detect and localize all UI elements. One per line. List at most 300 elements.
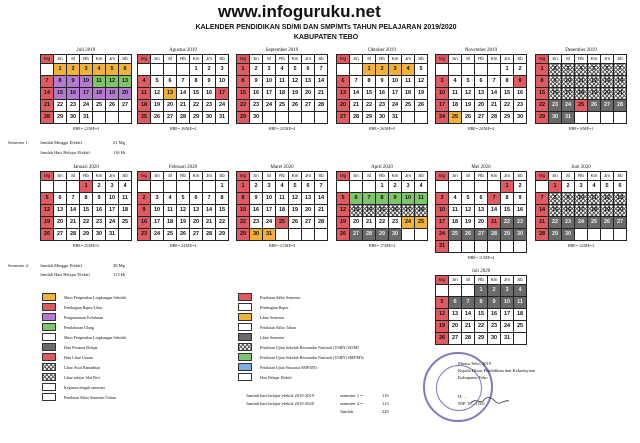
month-calendar [40, 164, 132, 248]
sign-name: H. ... [458, 394, 467, 399]
calendar-day: 29 [536, 112, 549, 124]
calendar-day: 9 [376, 76, 389, 88]
empty-day-cell [177, 64, 190, 76]
calendar-day: 7 [315, 181, 328, 193]
calendar-day: 8 [501, 76, 514, 88]
calendar-day: 7 [462, 297, 475, 309]
legend-item [42, 372, 126, 382]
calendar-day: 10 [562, 76, 575, 88]
calendar-day: 7 [67, 193, 80, 205]
month-effective-days: HBE= 11/ME=4 [467, 255, 495, 260]
legend-left [42, 292, 126, 402]
legend-swatch [42, 383, 56, 391]
weekday-header: Mg [237, 172, 250, 181]
weekday-header: Sb [315, 55, 328, 64]
calendar-day: 27 [302, 100, 315, 112]
calendar-day: 14 [488, 205, 501, 217]
calendar-day: 12 [415, 76, 428, 88]
legend-swatch [238, 303, 252, 311]
month-day-grid [435, 54, 527, 124]
empty-day-cell [350, 64, 363, 76]
calendar-day: 13 [601, 76, 614, 88]
weekday-header: Sn [54, 172, 67, 181]
calendar-day: 23 [138, 229, 151, 241]
calendar-day: 16 [93, 205, 106, 217]
calendar-day: 21 [315, 205, 328, 217]
calendar-day: 12 [436, 309, 449, 321]
calendar-day: 6 [164, 76, 177, 88]
calendar-day: 12 [601, 193, 614, 205]
legend-label: Libur sekitar Idul Fitri [64, 374, 100, 380]
weekday-header: Jm [302, 172, 315, 181]
weekday-header: Sb [119, 55, 132, 64]
calendar-day: 16 [203, 88, 216, 100]
calendar-day: 11 [119, 193, 132, 205]
calendar-day: 8 [216, 193, 229, 205]
calendar-day: 7 [350, 76, 363, 88]
calendar-day: 9 [138, 205, 151, 217]
calendar-day: 27 [449, 333, 462, 345]
calendar-day: 28 [462, 333, 475, 345]
month-title: Desember 2019 [565, 48, 597, 53]
legend-swatch [238, 353, 252, 361]
month-day-grid [435, 171, 527, 253]
calendar-day: 4 [575, 64, 588, 76]
empty-day-cell [106, 112, 119, 124]
calendar-day: 13 [614, 193, 627, 205]
calendar-day: 5 [41, 193, 54, 205]
calendar-day: 13 [449, 309, 462, 321]
calendar-day: 23 [376, 100, 389, 112]
calendar-day: 1 [237, 181, 250, 193]
empty-day-cell [488, 181, 501, 193]
month-title: September 2019 [265, 48, 299, 53]
calendar-day: 7 [363, 193, 376, 205]
calendar-day: 30 [488, 333, 501, 345]
weekday-header: Sl [562, 55, 575, 64]
weekday-header: Rb [376, 172, 389, 181]
calendar-day: 28 [67, 229, 80, 241]
calendar-day: 9 [389, 193, 402, 205]
weekday-header: Sn [449, 55, 462, 64]
calendar-day: 8 [363, 76, 376, 88]
calendar-day: 25 [93, 100, 106, 112]
calendar-day: 18 [93, 88, 106, 100]
calendar-day: 13 [337, 88, 350, 100]
calendar-day: 21 [488, 217, 501, 229]
calendar-subtitle: KABUPATEN TEBO [293, 34, 359, 41]
month-calendar [236, 164, 328, 248]
legend-label: Libur Semester [260, 334, 285, 340]
weekday-header: Km [488, 276, 501, 285]
calendar-day: 30 [250, 112, 263, 124]
weekday-header: Mg [436, 276, 449, 285]
calendar-day: 24 [402, 217, 415, 229]
weekday-header: Sn [449, 276, 462, 285]
calendar-day: 10 [263, 76, 276, 88]
calendar-day: 20 [54, 217, 67, 229]
weekday-header: Sn [250, 172, 263, 181]
empty-day-cell [536, 181, 549, 193]
calendar-day: 18 [514, 309, 527, 321]
calendar-day: 1 [363, 64, 376, 76]
calendar-day: 28 [488, 112, 501, 124]
empty-day-cell [93, 112, 106, 124]
empty-day-cell [350, 181, 363, 193]
legend-right [238, 292, 364, 382]
calendar-day: 13 [475, 205, 488, 217]
calendar-day: 11 [164, 205, 177, 217]
weekday-header: Sb [514, 172, 527, 181]
legend-item [42, 352, 126, 362]
calendar-day: 14 [177, 88, 190, 100]
sem2-days-label: Jumlah Hari Belajar Efektif [40, 272, 90, 277]
calendar-day: 30 [93, 229, 106, 241]
weekday-header: Mg [41, 172, 54, 181]
calendar-day: 27 [54, 229, 67, 241]
weekday-header: Jm [601, 55, 614, 64]
empty-day-cell [514, 333, 527, 345]
calendar-day: 9 [514, 76, 527, 88]
empty-day-cell [436, 181, 449, 193]
weekday-header: Mg [138, 55, 151, 64]
calendar-day: 14 [462, 309, 475, 321]
calendar-day: 20 [190, 217, 203, 229]
sem2-weeks-value: 20 Mg [113, 263, 125, 268]
empty-day-cell [488, 64, 501, 76]
calendar-day: 17 [562, 88, 575, 100]
calendar-day: 25 [415, 217, 428, 229]
calendar-day: 22 [190, 100, 203, 112]
calendar-day: 9 [93, 193, 106, 205]
calendar-day: 8 [549, 193, 562, 205]
calendar-day: 13 [302, 193, 315, 205]
calendar-day: 27 [337, 112, 350, 124]
month-title: November 2019 [464, 48, 498, 53]
legend-item [238, 312, 364, 322]
calendar-day: 15 [475, 309, 488, 321]
weekday-header: Sn [250, 55, 263, 64]
calendar-day: 6 [337, 76, 350, 88]
calendar-day: 25 [138, 112, 151, 124]
calendar-day: 20 [302, 88, 315, 100]
weekday-header: Rb [475, 172, 488, 181]
calendar-day: 21 [488, 100, 501, 112]
calendar-day: 26 [588, 100, 601, 112]
legend-label: Penilaian Akhir Semester [260, 294, 301, 300]
calendar-day: 19 [436, 321, 449, 333]
calendar-day: 3 [263, 181, 276, 193]
sem2-weeks-label: Jumlah Minggu Efektif [40, 263, 82, 268]
calendar-day: 18 [402, 88, 415, 100]
calendar-day: 31 [562, 112, 575, 124]
weekday-header: Km [289, 55, 302, 64]
calendar-day: 1 [80, 181, 93, 193]
weekday-header: Sn [151, 172, 164, 181]
calendar-day: 20 [119, 88, 132, 100]
weekday-header: Sb [614, 55, 627, 64]
month-day-grid [40, 171, 132, 241]
calendar-day: 26 [177, 229, 190, 241]
total-sem2-eq: semester 2 = [340, 401, 363, 406]
weekday-header: Sl [462, 276, 475, 285]
calendar-day: 29 [190, 112, 203, 124]
calendar-day: 26 [289, 217, 302, 229]
month-calendar [336, 47, 428, 131]
calendar-day: 18 [119, 205, 132, 217]
calendar-day: 20 [164, 100, 177, 112]
calendar-day: 17 [263, 205, 276, 217]
weekday-header: Sl [363, 55, 376, 64]
calendar-day: 20 [475, 100, 488, 112]
calendar-day: 11 [276, 193, 289, 205]
weekday-header: Jm [501, 55, 514, 64]
calendar-day: 21 [614, 88, 627, 100]
legend-swatch [42, 373, 56, 381]
sem2-label: Semester 2: [8, 263, 30, 268]
legend-item [42, 382, 126, 392]
empty-day-cell [514, 241, 527, 253]
weekday-header: Mg [337, 55, 350, 64]
calendar-day: 11 [415, 193, 428, 205]
month-day-grid [535, 54, 627, 124]
calendar-day: 10 [106, 193, 119, 205]
calendar-day: 12 [462, 205, 475, 217]
calendar-day: 14 [315, 193, 328, 205]
calendar-day: 24 [575, 217, 588, 229]
calendar-day: 8 [190, 76, 203, 88]
calendar-day: 7 [41, 76, 54, 88]
empty-day-cell [415, 229, 428, 241]
calendar-day: 4 [164, 193, 177, 205]
empty-day-cell [475, 241, 488, 253]
legend-label: Pembagian Rapor/Libur [64, 304, 103, 310]
weekday-header: Jm [501, 276, 514, 285]
calendar-day: 29 [501, 112, 514, 124]
month-day-grid [40, 54, 132, 124]
calendar-day: 27 [614, 217, 627, 229]
calendar-day: 29 [475, 333, 488, 345]
weekday-header: Km [488, 55, 501, 64]
calendar-day: 30 [514, 229, 527, 241]
calendar-day: 20 [350, 217, 363, 229]
calendar-day: 28 [536, 229, 549, 241]
calendar-day: 3 [216, 64, 229, 76]
month-calendar [336, 164, 428, 248]
calendar-day: 18 [276, 205, 289, 217]
calendar-day: 11 [449, 88, 462, 100]
calendar-day: 7 [488, 76, 501, 88]
calendar-day: 3 [106, 181, 119, 193]
month-calendar [435, 164, 527, 260]
empty-day-cell [402, 229, 415, 241]
calendar-day: 9 [250, 193, 263, 205]
legend-item [42, 332, 126, 342]
calendar-day: 12 [106, 76, 119, 88]
calendar-day: 6 [614, 181, 627, 193]
calendar-day: 16 [389, 205, 402, 217]
calendar-day: 10 [151, 205, 164, 217]
legend-swatch [238, 293, 252, 301]
calendar-day: 16 [376, 88, 389, 100]
calendar-day: 29 [501, 229, 514, 241]
legend-label: Penilaian Ujian Sekolah Berstandar Nasional (USBN) SMP/MTs [260, 354, 364, 360]
calendar-day: 5 [289, 181, 302, 193]
calendar-day: 14 [41, 88, 54, 100]
weekday-header: Sn [549, 172, 562, 181]
weekday-header: Jm [203, 55, 216, 64]
weekday-header: Sn [54, 55, 67, 64]
weekday-header: Rb [177, 172, 190, 181]
empty-day-cell [588, 112, 601, 124]
calendar-day: 30 [250, 229, 263, 241]
empty-day-cell [164, 181, 177, 193]
weekday-header: Sb [315, 172, 328, 181]
calendar-day: 17 [263, 88, 276, 100]
calendar-day: 25 [449, 229, 462, 241]
weekday-header: Jm [601, 172, 614, 181]
month-title: Februari 2020 [168, 165, 198, 170]
calendar-day: 8 [54, 76, 67, 88]
calendar-day: 5 [601, 181, 614, 193]
empty-day-cell [54, 181, 67, 193]
calendar-day: 25 [514, 321, 527, 333]
calendar-day: 21 [315, 88, 328, 100]
calendar-day: 5 [177, 193, 190, 205]
calendar-day: 5 [106, 64, 119, 76]
weekday-header: Jm [402, 55, 415, 64]
month-effective-days: HBE= 12/ME=2 [567, 243, 595, 248]
calendar-day: 29 [237, 112, 250, 124]
legend-swatch [238, 343, 252, 351]
calendar-day: 1 [501, 64, 514, 76]
calendar-day: 26 [106, 100, 119, 112]
calendar-day: 1 [501, 181, 514, 193]
calendar-day: 4 [449, 193, 462, 205]
weekday-header: Km [93, 55, 106, 64]
calendar-day: 11 [138, 88, 151, 100]
empty-day-cell [462, 181, 475, 193]
calendar-day: 16 [250, 205, 263, 217]
calendar-day: 17 [436, 217, 449, 229]
calendar-day: 1 [376, 181, 389, 193]
calendar-day: 14 [203, 205, 216, 217]
calendar-day: 16 [514, 88, 527, 100]
calendar-day: 3 [80, 64, 93, 76]
weekday-header: Sl [363, 172, 376, 181]
calendar-day: 22 [80, 217, 93, 229]
calendar-day: 15 [237, 88, 250, 100]
calendar-day: 19 [151, 100, 164, 112]
empty-day-cell [289, 229, 302, 241]
calendar-day: 9 [562, 193, 575, 205]
calendar-day: 25 [164, 229, 177, 241]
weekday-header: Sl [67, 172, 80, 181]
empty-day-cell [501, 241, 514, 253]
empty-day-cell [41, 181, 54, 193]
weekday-header: Rb [177, 55, 190, 64]
calendar-day: 1 [536, 64, 549, 76]
month-effective-days: HBE= 24/ME=4 [169, 243, 197, 248]
calendar-day: 31 [501, 333, 514, 345]
calendar-day: 15 [376, 205, 389, 217]
calendar-day: 2 [138, 193, 151, 205]
calendar-day: 23 [488, 321, 501, 333]
month-calendar [137, 47, 229, 131]
total-label: Jumlah [340, 409, 353, 414]
sem1-weeks-value: 21 Mg [113, 140, 125, 145]
calendar-day: 15 [536, 88, 549, 100]
calendar-day: 5 [588, 64, 601, 76]
legend-swatch [238, 363, 252, 371]
calendar-day: 28 [614, 100, 627, 112]
calendar-day: 24 [501, 321, 514, 333]
calendar-day: 16 [250, 88, 263, 100]
calendar-day: 10 [263, 193, 276, 205]
calendar-day: 3 [575, 181, 588, 193]
calendar-day: 7 [488, 193, 501, 205]
calendar-day: 10 [575, 193, 588, 205]
calendar-day: 22 [216, 217, 229, 229]
legend-label: Penilaian Akhir Tahun [260, 324, 296, 330]
weekday-header: Km [190, 55, 203, 64]
calendar-day: 10 [436, 88, 449, 100]
calendar-day: 10 [501, 297, 514, 309]
calendar-day: 20 [475, 217, 488, 229]
calendar-day: 22 [501, 217, 514, 229]
month-calendar [40, 47, 132, 131]
calendar-day: 10 [436, 205, 449, 217]
calendar-day: 31 [436, 241, 449, 253]
total-sem2-label: Jumlah hari belajar efektif 2019-2020 [246, 401, 314, 406]
weekday-header: Sb [514, 55, 527, 64]
calendar-day: 14 [67, 205, 80, 217]
empty-day-cell [67, 181, 80, 193]
calendar-day: 17 [436, 100, 449, 112]
calendar-day: 15 [190, 88, 203, 100]
calendar-day: 2 [514, 64, 527, 76]
weekday-header: Sb [614, 172, 627, 181]
weekday-header: Sb [119, 172, 132, 181]
calendar-day: 23 [514, 100, 527, 112]
calendar-day: 13 [190, 205, 203, 217]
empty-day-cell [462, 64, 475, 76]
month-effective-days: HBE= 24/ME=4 [467, 126, 495, 131]
legend-swatch [42, 363, 56, 371]
empty-day-cell [475, 64, 488, 76]
calendar-day: 31 [106, 229, 119, 241]
calendar-day: 16 [549, 88, 562, 100]
calendar-day: 2 [488, 285, 501, 297]
calendar-day: 1 [549, 181, 562, 193]
calendar-day: 2 [549, 64, 562, 76]
calendar-day: 21 [363, 217, 376, 229]
calendar-day: 17 [106, 205, 119, 217]
calendar-day: 21 [41, 100, 54, 112]
calendar-day: 20 [302, 205, 315, 217]
calendar-day: 30 [67, 112, 80, 124]
calendar-day: 18 [449, 100, 462, 112]
weekday-header: Sl [462, 172, 475, 181]
calendar-day: 6 [302, 64, 315, 76]
calendar-day: 12 [289, 76, 302, 88]
weekday-header: Rb [276, 172, 289, 181]
calendar-day: 14 [536, 205, 549, 217]
calendar-day: 1 [216, 181, 229, 193]
empty-day-cell [289, 112, 302, 124]
legend-item [238, 322, 364, 332]
calendar-day: 9 [203, 76, 216, 88]
